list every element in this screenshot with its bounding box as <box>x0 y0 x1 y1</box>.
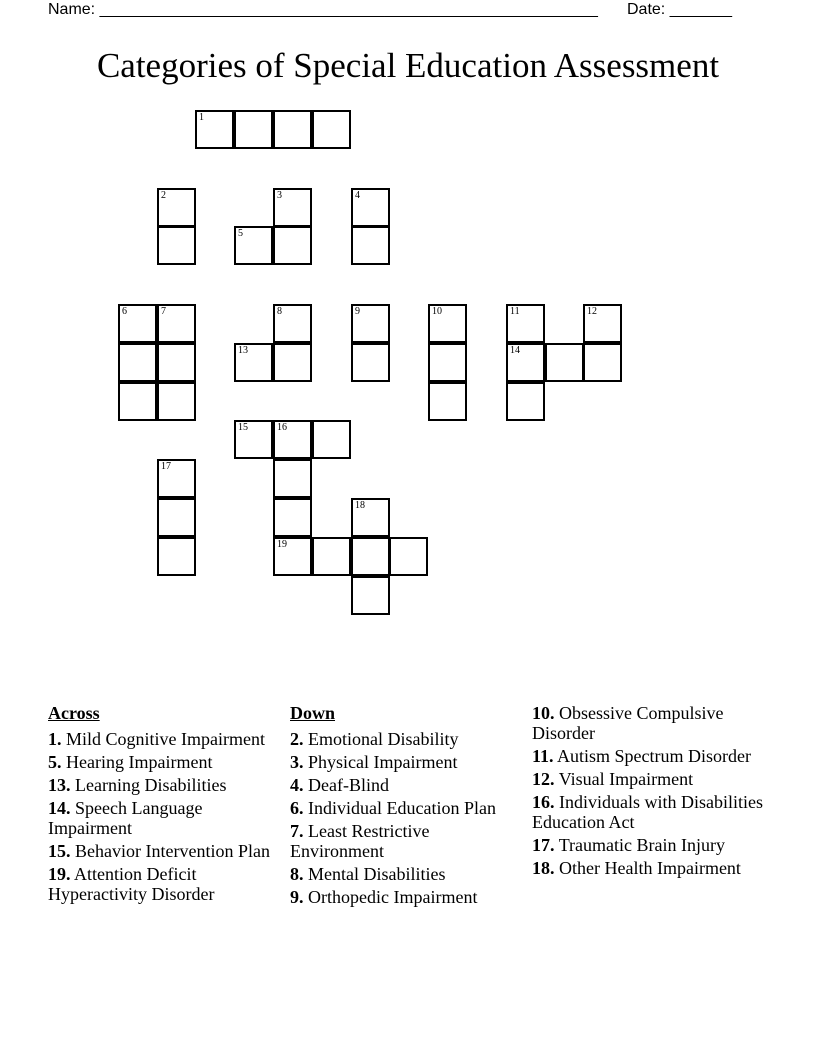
crossword-cell[interactable] <box>273 459 312 498</box>
crossword-cell[interactable] <box>351 498 390 537</box>
crossword-cell[interactable] <box>351 343 390 382</box>
cell-number: 13 <box>238 345 248 356</box>
clue-number: 4. <box>290 775 304 795</box>
down-clues <box>290 703 520 910</box>
date-field-label: Date: _______ <box>627 1 732 18</box>
clue-number: 10. <box>532 703 555 723</box>
clue-item <box>48 775 278 795</box>
crossword-cell[interactable] <box>118 304 157 343</box>
crossword-cell[interactable] <box>428 382 467 421</box>
cell-number: 19 <box>277 539 287 550</box>
clue-number: 5. <box>48 752 62 772</box>
cell-number: 10 <box>432 306 442 317</box>
crossword-cell[interactable] <box>273 343 312 382</box>
crossword-cell[interactable] <box>351 188 390 227</box>
crossword-cell[interactable] <box>312 420 351 459</box>
clue-text: Learning Disabilities <box>75 775 227 795</box>
clue-number: 2. <box>290 729 304 749</box>
name-field-label: Name: ________________________________________________________ <box>48 1 598 18</box>
cell-number: 6 <box>122 306 127 317</box>
clue-item <box>290 798 520 818</box>
crossword-cell[interactable] <box>118 343 157 382</box>
clue-item <box>290 887 520 907</box>
clue-number: 1. <box>48 729 62 749</box>
clue-text: Traumatic Brain Injury <box>558 835 725 855</box>
down-clue-list-continued <box>532 703 772 878</box>
crossword-cell[interactable] <box>506 382 545 421</box>
crossword-cell[interactable] <box>312 537 351 576</box>
clue-number: 11. <box>532 746 554 766</box>
clue-item <box>290 821 520 861</box>
cell-number: 4 <box>355 190 360 201</box>
crossword-cell[interactable] <box>157 304 196 343</box>
cell-number: 11 <box>510 306 520 317</box>
clue-item <box>48 729 278 749</box>
clue-text: Obsessive Compulsive Disorder <box>532 703 724 743</box>
clue-item <box>532 835 772 855</box>
cell-number: 8 <box>277 306 282 317</box>
clue-item <box>532 769 772 789</box>
cell-number: 5 <box>238 228 243 239</box>
down-heading: Down <box>290 703 336 723</box>
crossword-cell[interactable] <box>234 226 273 265</box>
clue-text: Individuals with Disabilities Education Act <box>532 792 763 832</box>
crossword-cell[interactable] <box>428 343 467 382</box>
crossword-cell[interactable] <box>583 343 622 382</box>
clue-item <box>290 752 520 772</box>
crossword-cell[interactable] <box>234 343 273 382</box>
crossword-cell[interactable] <box>273 537 312 576</box>
cell-number: 3 <box>277 190 282 201</box>
crossword-cell[interactable] <box>157 382 196 421</box>
clue-item <box>48 798 278 838</box>
crossword-cell[interactable] <box>118 382 157 421</box>
clue-item <box>290 775 520 795</box>
clue-number: 12. <box>532 769 555 789</box>
crossword-cell[interactable] <box>273 420 312 459</box>
crossword-cell[interactable] <box>157 537 196 576</box>
clue-item <box>532 746 772 766</box>
cell-number: 2 <box>161 190 166 201</box>
crossword-cell[interactable] <box>273 110 312 149</box>
across-clues <box>48 703 278 907</box>
clue-number: 3. <box>290 752 304 772</box>
clue-text: Physical Impairment <box>308 752 458 772</box>
crossword-cell[interactable] <box>351 226 390 265</box>
clue-text: Visual Impairment <box>558 769 694 789</box>
crossword-cell[interactable] <box>273 498 312 537</box>
crossword-cell[interactable] <box>273 226 312 265</box>
crossword-cell[interactable] <box>389 537 428 576</box>
cell-number: 16 <box>277 422 287 433</box>
clue-item <box>48 841 278 861</box>
cell-number: 7 <box>161 306 166 317</box>
across-clue-list <box>48 729 278 904</box>
clue-text: Autism Spectrum Disorder <box>557 746 752 766</box>
clue-number: 16. <box>532 792 555 812</box>
clue-text: Individual Education Plan <box>308 798 496 818</box>
crossword-cell[interactable] <box>506 304 545 343</box>
clue-number: 14. <box>48 798 71 818</box>
clue-item <box>290 729 520 749</box>
clue-text: Other Health Impairment <box>559 858 741 878</box>
cell-number: 12 <box>587 306 597 317</box>
crossword-cell[interactable] <box>195 110 234 149</box>
crossword-cell[interactable] <box>157 188 196 227</box>
crossword-cell[interactable] <box>157 343 196 382</box>
crossword-cell[interactable] <box>273 304 312 343</box>
crossword-cell[interactable] <box>351 537 390 576</box>
clue-number: 19. <box>48 864 71 884</box>
clue-item <box>532 858 772 878</box>
clue-text: Speech Language Impairment <box>48 798 203 838</box>
clue-number: 15. <box>48 841 71 861</box>
clue-text: Behavior Intervention Plan <box>75 841 270 861</box>
crossword-cell[interactable] <box>506 343 545 382</box>
page-title: Categories of Special Education Assessment <box>96 46 720 85</box>
clue-number: 9. <box>290 887 304 907</box>
crossword-cell[interactable] <box>428 304 467 343</box>
clue-number: 8. <box>290 864 304 884</box>
down-clues-continued <box>532 703 772 881</box>
cell-number: 17 <box>161 461 171 472</box>
clue-item <box>48 752 278 772</box>
across-heading: Across <box>48 703 100 723</box>
clue-text: Least Restrictive Environment <box>290 821 430 861</box>
clue-text: Hearing Impairment <box>66 752 213 772</box>
crossword-cell[interactable] <box>234 420 273 459</box>
cell-number: 14 <box>510 345 520 356</box>
clue-number: 17. <box>532 835 555 855</box>
crossword-cell[interactable] <box>157 226 196 265</box>
cell-number: 15 <box>238 422 248 433</box>
clue-item <box>532 703 772 743</box>
crossword-cell[interactable] <box>157 498 196 537</box>
clue-item <box>532 792 772 832</box>
crossword-cell[interactable] <box>351 576 390 615</box>
cell-number: 1 <box>199 112 204 123</box>
clue-text: Deaf-Blind <box>308 775 389 795</box>
clue-text: Attention Deficit Hyperactivity Disorder <box>48 864 215 904</box>
clue-text: Mental Disabilities <box>308 864 446 884</box>
crossword-cell[interactable] <box>351 304 390 343</box>
crossword-cell[interactable] <box>234 110 273 149</box>
clue-number: 18. <box>532 858 555 878</box>
cell-number: 9 <box>355 306 360 317</box>
clue-item <box>290 864 520 884</box>
crossword-cell[interactable] <box>545 343 584 382</box>
down-clue-list <box>290 729 520 907</box>
crossword-cell[interactable] <box>157 459 196 498</box>
clue-number: 13. <box>48 775 71 795</box>
clue-text: Emotional Disability <box>308 729 459 749</box>
clue-item <box>48 864 278 904</box>
clue-number: 7. <box>290 821 304 841</box>
crossword-cell[interactable] <box>583 304 622 343</box>
clue-text: Orthopedic Impairment <box>308 887 478 907</box>
crossword-cell[interactable] <box>273 188 312 227</box>
clue-text: Mild Cognitive Impairment <box>66 729 265 749</box>
crossword-cell[interactable] <box>312 110 351 149</box>
cell-number: 18 <box>355 500 365 511</box>
clue-number: 6. <box>290 798 304 818</box>
